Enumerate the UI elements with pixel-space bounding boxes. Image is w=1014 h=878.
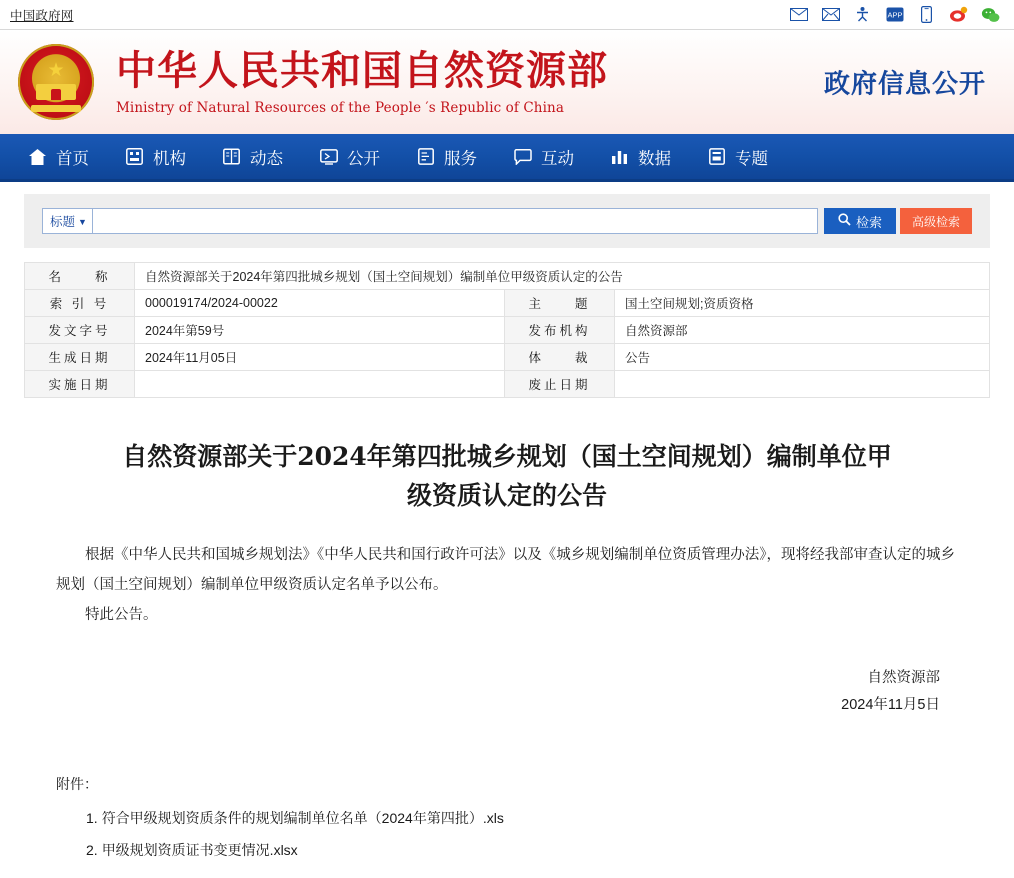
article	[56, 438, 958, 720]
attachments-title: 附件：	[56, 775, 98, 792]
nav-item-topics[interactable]	[697, 133, 794, 181]
meta-value-doc-number: 2024年第59号	[135, 317, 505, 344]
article-paragraph: 特此公告。	[85, 607, 158, 624]
meta-value-repeal-date	[615, 371, 990, 398]
attachment-number: 2.	[86, 842, 98, 859]
meta-value-name: 自然资源部关于2024年第四批城乡规划（国土空间规划）编制单位甲级资质认定的公告	[135, 263, 990, 290]
nav-item-interaction[interactable]	[503, 133, 600, 181]
attachment-link[interactable]: 甲级规划资质证书变更情况.xlsx	[101, 842, 298, 859]
nav-label: 数据	[638, 149, 671, 168]
meta-label-issuer: 发布机构	[505, 317, 615, 344]
meta-value-index: 000019174/2024-00022	[135, 290, 505, 317]
search-icon	[838, 213, 851, 229]
mail-icon[interactable]	[789, 5, 808, 24]
meta-value-created-date: 2024年11月05日	[135, 344, 505, 371]
signature-date: 2024年11月5日	[841, 697, 940, 714]
window-icon	[707, 147, 726, 166]
meta-value-genre: 公告	[615, 344, 990, 371]
top-bar	[0, 0, 1014, 30]
ministry-name-en: Ministry of Natural Resources of the People ′s Republic of China	[116, 100, 564, 116]
ministry-name-cn: 中华人民共和国自然资源部	[116, 47, 608, 94]
section-title-gov-info-disclosure: 政府信息公开	[823, 69, 986, 100]
emblem-base	[31, 105, 81, 112]
weibo-icon[interactable]	[949, 5, 968, 24]
app-icon[interactable]	[885, 5, 904, 24]
search-button-label: 检索	[855, 214, 882, 230]
search-scope-label: 标题	[50, 215, 76, 229]
building-icon	[125, 147, 144, 166]
document-meta-table	[24, 262, 990, 398]
nav-item-organization[interactable]	[115, 133, 212, 181]
top-bar-icon-group	[789, 5, 1000, 24]
banner-title-block	[116, 48, 608, 116]
signature-block	[56, 665, 958, 720]
mobile-icon[interactable]	[917, 5, 936, 24]
list-item[interactable]	[86, 802, 958, 834]
table-row	[25, 290, 990, 317]
mail-alt-icon[interactable]	[821, 5, 840, 24]
nav-label: 首页	[56, 149, 89, 168]
search-bar	[24, 194, 990, 248]
meta-label-doc-number: 发文字号	[25, 317, 135, 344]
nav-item-news[interactable]	[212, 133, 309, 181]
meta-label-created-date: 生成日期	[25, 344, 135, 371]
nav-label: 专题	[735, 149, 768, 168]
national-emblem-icon	[18, 44, 94, 120]
nav-label: 互动	[541, 149, 574, 168]
emblem-gate	[36, 84, 76, 100]
nav-label: 服务	[444, 149, 477, 168]
meta-label-subject: 主 题	[505, 290, 615, 317]
nav-item-disclosure[interactable]	[309, 133, 406, 181]
accessibility-icon[interactable]	[853, 5, 872, 24]
chat-icon	[513, 147, 532, 166]
nav-label: 公开	[347, 149, 380, 168]
attachments-list	[56, 802, 958, 866]
nav-item-home[interactable]	[18, 133, 115, 181]
list-item[interactable]	[86, 834, 958, 866]
nav-item-data[interactable]	[600, 133, 697, 181]
nav-item-service[interactable]	[406, 133, 503, 181]
meta-label-genre: 体 裁	[505, 344, 615, 371]
meta-label-name: 名 称	[25, 263, 135, 290]
nav-label: 动态	[250, 149, 283, 168]
advanced-search-button[interactable]: 高级检索	[900, 208, 972, 234]
attachment-link[interactable]: 符合甲级规划资质条件的规划编制单位名单（2024年第四批）.xls	[101, 810, 504, 827]
attachments-section	[56, 768, 958, 867]
meta-value-issuer: 自然资源部	[615, 317, 990, 344]
monitor-icon	[319, 147, 338, 166]
meta-label-effective-date: 实施日期	[25, 371, 135, 398]
site-banner	[0, 30, 1014, 134]
emblem-star: ★	[47, 60, 65, 81]
search-scope-select[interactable]	[42, 208, 92, 234]
table-row	[25, 263, 990, 290]
note-icon	[416, 147, 435, 166]
search-input[interactable]	[92, 208, 818, 234]
book-icon	[222, 147, 241, 166]
meta-value-effective-date	[135, 371, 505, 398]
main-nav	[0, 134, 1014, 182]
meta-label-index: 索 引 号	[25, 290, 135, 317]
table-row	[25, 317, 990, 344]
article-body	[56, 540, 958, 631]
bar-chart-icon	[610, 147, 629, 166]
svg-text:APP: APP	[886, 10, 903, 20]
gov-portal-link[interactable]: 中国政府网	[10, 8, 74, 23]
article-paragraph: 根据《中华人民共和国城乡规划法》《中华人民共和国行政许可法》以及《城乡规划编制单位资质管理办法》，现将经我部审查认定的城乡规划（国土空间规划）编制单位甲级资质认定名单予以公布。	[56, 546, 955, 593]
wechat-icon[interactable]	[981, 5, 1000, 24]
page-title: 自然资源部关于2024年第四批城乡规划（国土空间规划）编制单位甲级资质认定的公告	[122, 442, 892, 510]
meta-label-repeal-date: 废止日期	[505, 371, 615, 398]
search-button[interactable]	[824, 208, 896, 234]
attachment-number: 1.	[86, 810, 98, 827]
table-row	[25, 344, 990, 371]
meta-value-subject: 国土空间规划;资质资格	[615, 290, 990, 317]
signature-organization: 自然资源部	[867, 669, 940, 686]
chevron-down-icon: ▼	[78, 217, 87, 227]
home-icon	[28, 147, 47, 166]
nav-label: 机构	[153, 149, 186, 168]
table-row	[25, 371, 990, 398]
